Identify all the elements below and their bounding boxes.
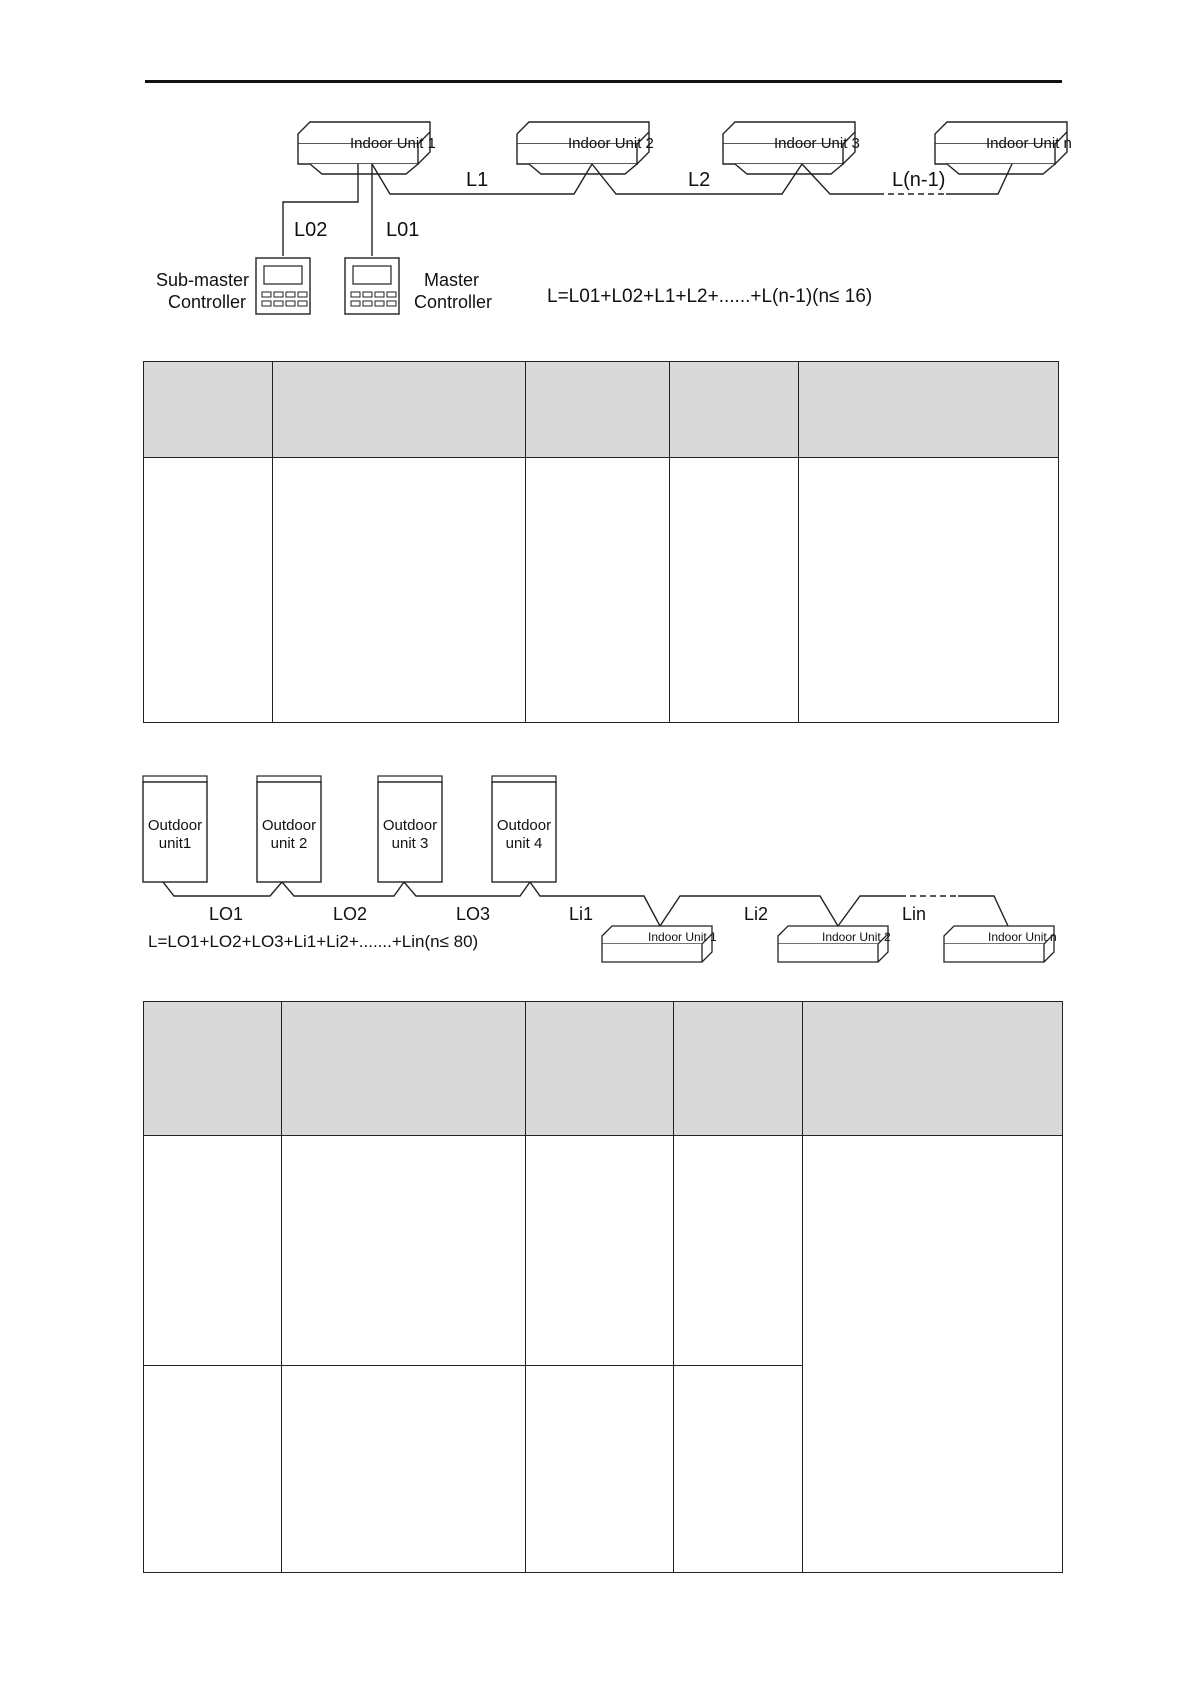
table-2-header-cell (674, 1002, 803, 1136)
table-1 (143, 361, 1059, 723)
wire-lo3 (404, 882, 530, 896)
link-l2: L2 (688, 169, 711, 191)
link-lin: Lin (902, 904, 927, 924)
outdoor-unit-1-line1: Outdoor (147, 817, 203, 834)
outdoor-unit-4-line2: unit 4 (505, 835, 543, 852)
outdoor-unit-3-line2: unit 3 (391, 835, 429, 852)
table-2-cell (282, 1136, 526, 1366)
indoor-unit-1-label: Indoor Unit 1 (350, 135, 436, 152)
indoor-unit-a-label: Indoor Unit 1 (648, 930, 717, 944)
wire-lo2 (282, 882, 404, 896)
table-1-cell (273, 458, 526, 723)
table-2-header-cell (144, 1002, 282, 1136)
master-label-line1: Master (424, 270, 480, 290)
table-1-header-row (144, 362, 1059, 458)
table-1-header-cell (526, 362, 670, 458)
wire-lo1 (163, 882, 282, 896)
wire-li1 (530, 882, 660, 926)
table-2-cell (674, 1366, 803, 1573)
link-lo1: LO1 (209, 904, 244, 924)
wiring-diagram-outdoor-indoor (0, 760, 1191, 970)
indoor-unit-c-label: Indoor Unit n (988, 930, 1057, 944)
outdoor-unit-4-line1: Outdoor (496, 817, 552, 834)
link-lo3: LO3 (456, 904, 491, 924)
outdoor-unit-2-line1: Outdoor (261, 817, 317, 834)
table-2-header-cell (526, 1002, 674, 1136)
table-2-cell (674, 1136, 803, 1366)
table-2-header-cell (282, 1002, 526, 1136)
sub-master-label-line2: Controller (168, 292, 247, 312)
link-ln1: L(n-1) (892, 169, 946, 191)
link-l01: L01 (386, 219, 420, 241)
table-1-header-cell (670, 362, 799, 458)
table-1-header-cell (144, 362, 273, 458)
table-2 (143, 1001, 1063, 1573)
indoor-unit-2-label: Indoor Unit 2 (568, 135, 654, 152)
indoor-unit-3-label: Indoor Unit 3 (774, 135, 860, 152)
wiring-diagram-controllers (0, 0, 1191, 340)
table-2-cell (526, 1136, 674, 1366)
outdoor-unit-1-line2: unit1 (158, 835, 192, 852)
wire-lin-solid-left (838, 896, 900, 926)
link-li2: Li2 (744, 904, 769, 924)
master-controller-icon (345, 258, 399, 314)
link-l02: L02 (294, 219, 328, 241)
table-2-header-cell (803, 1002, 1063, 1136)
table-1-cell (670, 458, 799, 723)
outdoor-unit-2-line2: unit 2 (270, 835, 308, 852)
table-1-header-cell (273, 362, 526, 458)
master-label-line2: Controller (414, 292, 493, 312)
sub-master-label-line1: Sub-master (156, 270, 250, 290)
table-1-row (144, 458, 1059, 723)
table-1-header-cell (799, 362, 1059, 458)
table-1-cell (144, 458, 273, 723)
table-2-cell (282, 1366, 526, 1573)
table-1-cell (526, 458, 670, 723)
outdoor-unit-3-line1: Outdoor (382, 817, 438, 834)
table-1-cell (799, 458, 1059, 723)
table-2-row (144, 1136, 1063, 1366)
wire-l02 (283, 164, 358, 256)
link-l1: L1 (466, 169, 489, 191)
wire-lin-solid-right (958, 896, 1008, 926)
table-2-merged-cell (803, 1136, 1063, 1573)
indoor-unit-b-label: Indoor Unit 2 (822, 930, 891, 944)
table-2-cell (144, 1136, 282, 1366)
table-2-cell (144, 1366, 282, 1573)
formula-1: L=L01+L02+L1+L2+......+L(n-1)(n≤ 16) (547, 286, 873, 307)
table-2-cell (526, 1366, 674, 1573)
formula-2: L=LO1+LO2+LO3+Li1+Li2+.......+Lin(n≤ 80) (148, 932, 479, 951)
sub-master-controller-icon (256, 258, 310, 314)
link-li1: Li1 (569, 904, 594, 924)
link-lo2: LO2 (333, 904, 368, 924)
table-2-header-row (144, 1002, 1063, 1136)
indoor-unit-n-label: Indoor Unit n (986, 135, 1072, 152)
